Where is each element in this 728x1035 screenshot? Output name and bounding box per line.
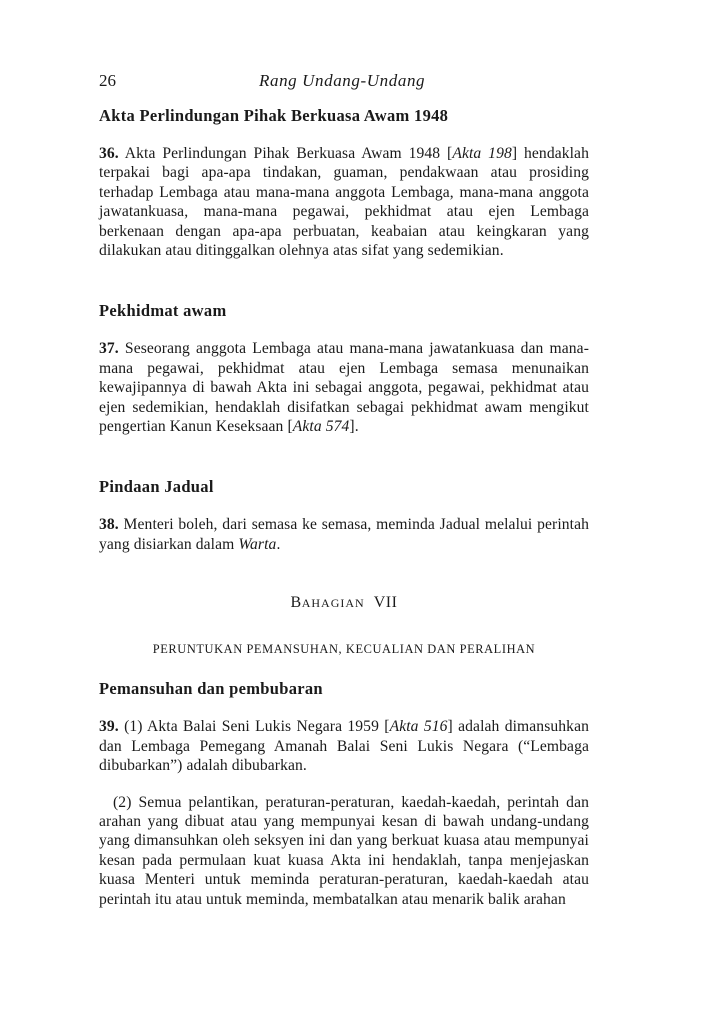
section-37-heading: Pekhidmat awam bbox=[99, 301, 227, 321]
section-38-number: 38. bbox=[99, 516, 119, 534]
act-reference: Akta 198 bbox=[452, 145, 512, 162]
section-39-subsection-1: 39. (1) Akta Balai Seni Lukis Negara 1959 [Akta 516] adalah dimansuhkan dan Lembaga Pemegang Amanah Balai Seni Lukis Negara (“Lembaga dibubarkan”) adalah dibubarkan. bbox=[99, 718, 589, 775]
section-36-body: 36. Akta Perlindungan Pihak Berkuasa Awam 1948 [Akta 198] hendaklah terpakai bagi apa-apa tindakan, guaman, pendakwaan atau prosiding terhadap Lembaga atau mana-mana anggota Lembaga, mana-mana anggota jawatankuasa, mana-mana pegawai, pekhidmat atau ejen Lembaga berkenaan dengan apa-apa perbuatan, keabaian atau keingkaran yang dilakukan atau ditinggalkan olehnya atas sifat yang sedemikian. bbox=[99, 145, 589, 260]
section-38-body: 38. Menteri boleh, dari semasa ke semasa, meminda Jadual melalui perintah yang disiarkan dalam Warta. bbox=[99, 516, 589, 553]
section-39-number: 39. bbox=[99, 718, 119, 736]
page-number: 26 bbox=[99, 71, 116, 90]
section-37-body: 37. Seseorang anggota Lembaga atau mana-mana jawatankuasa dan mana-mana pegawai, pekhidmat atau ejen Lembaga semasa menunaikan kewajipannya di bawah Akta ini sebagai anggota, pegawai, pekhidmat atau ejen sedemikian, hendaklah disifatkan sebagai pekhidmat awam mengikut pengertian Kanun Keseksaan [Akta 574]. bbox=[99, 340, 589, 436]
section-37-number: 37. bbox=[99, 340, 119, 358]
act-reference: Akta 574 bbox=[292, 418, 350, 436]
section-39-heading: Pemansuhan dan pembubaran bbox=[99, 679, 323, 699]
section-36-heading: Akta Perlindungan Pihak Berkuasa Awam 1948 bbox=[99, 106, 449, 125]
part-subtitle: PERUNTUKAN PEMANSUHAN, KECUALIAN DAN PERALIHAN bbox=[152, 642, 536, 657]
section-38-heading: Pindaan Jadual bbox=[99, 477, 214, 497]
running-title: Rang Undang-Undang bbox=[259, 71, 426, 90]
section-39-subsection-2: (2) Semua pelantikan, peraturan-peraturan, kaedah-kaedah, perintah dan arahan yang dibuat atau yang mempunyai kesan di bawah undang-undang yang dimansuhkan oleh seksyen ini dan yang berkuat kuasa atau mempunyai kesan pada permulaan kuat kuasa Akta ini hendaklah, tanpa menjejaskan kuasa Menteri untuk meminda peraturan-peraturan, kaedah-kaedah atau perintah itu atau untuk meminda, membatalkan atau menarik balik arahan bbox=[99, 793, 589, 908]
section-36-number: 36. bbox=[99, 145, 119, 162]
part-title: BAHAGIAN VII bbox=[290, 594, 398, 612]
page-header bbox=[99, 71, 589, 95]
page-content bbox=[99, 106, 589, 909]
warta-reference: Warta bbox=[238, 535, 277, 553]
act-reference: Akta 516 bbox=[389, 718, 448, 736]
